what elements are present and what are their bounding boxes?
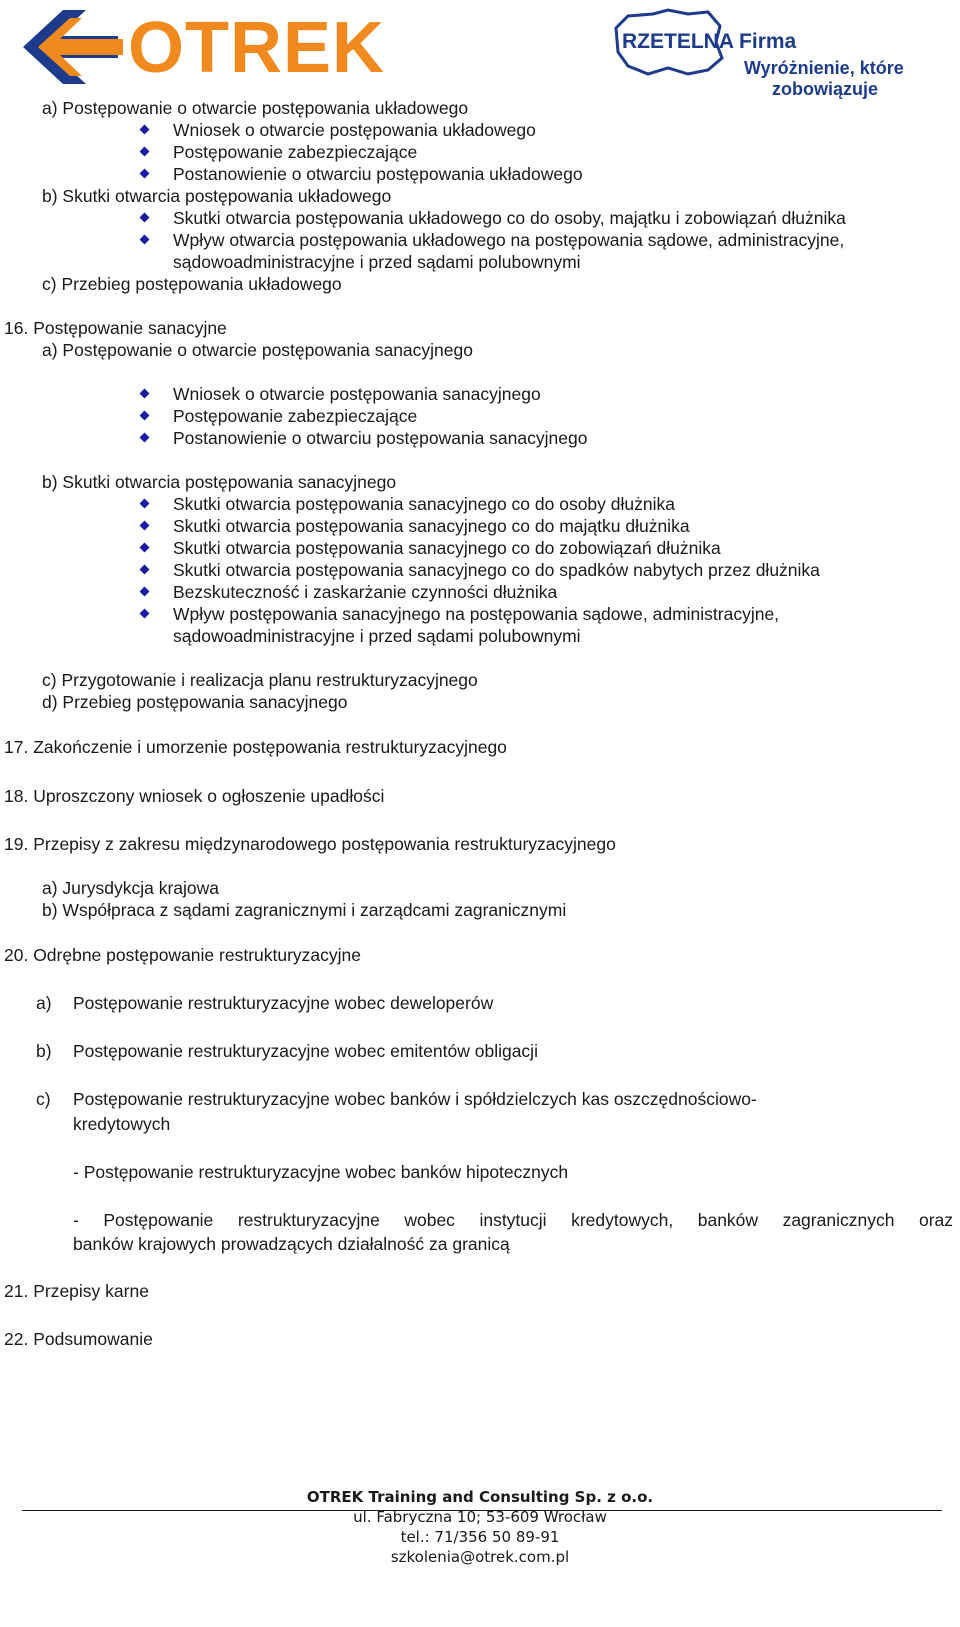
list-item: Wniosek o otwarcie postępowania układowego xyxy=(173,120,536,140)
section-16-heading: 16. Postępowanie sanacyjne xyxy=(4,318,227,338)
list-item-continuation: sądowoadministracyjne i przed sądami polubownymi xyxy=(173,252,581,272)
bullet-icon xyxy=(140,565,150,575)
section-20b-text: Postępowanie restrukturyzacyjne wobec emitentów obligacji xyxy=(73,1041,538,1061)
bullet-icon xyxy=(140,609,150,619)
otrek-arrow-icon xyxy=(18,6,128,88)
section-20c-text-line1: Postępowanie restrukturyzacyjne wobec banków i spółdzielczych kas oszczędnościowo- xyxy=(73,1089,757,1109)
section-20a-label: a) xyxy=(36,993,52,1013)
footer-company: OTREK Training and Consulting Sp. z o.o. xyxy=(306,1488,654,1506)
bullet-icon xyxy=(140,389,150,399)
footer-address: ul. Fabryczna 10; 53-609 Wrocław xyxy=(353,1508,607,1526)
list-item: Bezskuteczność i zaskarżanie czynności dłużnika xyxy=(173,582,558,602)
section-20c-dash-item-2-line2: banków krajowych prowadzących działalność za granicą xyxy=(73,1234,510,1254)
list-item: Wniosek o otwarcie postępowania sanacyjnego xyxy=(173,384,541,404)
bullet-icon xyxy=(140,169,150,179)
list-item: Postanowienie o otwarciu postępowania układowego xyxy=(173,164,583,184)
list-item: Skutki otwarcia postępowania sanacyjnego co do osoby dłużnika xyxy=(173,494,675,514)
rzetelna-subtitle-1: Wyróżnienie, które xyxy=(744,58,904,78)
section-20c-dash-item-1: - Postępowanie restrukturyzacyjne wobec banków hipotecznych xyxy=(73,1162,569,1182)
footer-phone: tel.: 71/356 50 89-91 xyxy=(400,1528,560,1546)
list-item: Wpływ postępowania sanacyjnego na postępowania sądowe, administracyjne, xyxy=(173,604,780,624)
section-17-heading: 17. Zakończenie i umorzenie postępowania restrukturyzacyjnego xyxy=(4,737,507,757)
rzetelna-subtitle-2: zobowiązuje xyxy=(772,79,879,99)
rzetelna-firma-logo xyxy=(608,8,953,103)
section-20-heading: 20. Odrębne postępowanie restrukturyzacyjne xyxy=(4,945,362,965)
list-item: Skutki otwarcia postępowania układowego co do osoby, majątku i zobowiązań dłużnika xyxy=(173,208,846,228)
bullet-icon xyxy=(140,147,150,157)
bullet-icon xyxy=(140,213,150,223)
section-16d-heading: d) Przebieg postępowania sanacyjnego xyxy=(42,692,348,712)
section-15b-heading: b) Skutki otwarcia postępowania układowego xyxy=(42,186,392,206)
list-item: Skutki otwarcia postępowania sanacyjnego co do majątku dłużnika xyxy=(173,516,690,536)
bullet-icon xyxy=(140,125,150,135)
section-16a-heading: a) Postępowanie o otwarcie postępowania sanacyjnego xyxy=(42,340,473,360)
list-item: Postępowanie zabezpieczające xyxy=(173,142,418,162)
bullet-icon xyxy=(140,235,150,245)
section-20c-dash-item-2-line1: - Postępowanie restrukturyzacyjne wobec instytucji kredytowych, banków zagranicznych oraz xyxy=(73,1210,953,1230)
list-item: Wpływ otwarcia postępowania układowego na postępowania sądowe, administracyjne, xyxy=(173,230,845,250)
list-item-continuation: sądowoadministracyjne i przed sądami polubownymi xyxy=(173,626,581,646)
bullet-icon xyxy=(140,587,150,597)
section-20b-label: b) xyxy=(36,1041,52,1061)
section-19b-heading: b) Współpraca z sądami zagranicznymi i zarządcami zagranicznymi xyxy=(42,900,567,920)
section-18-heading: 18. Uproszczony wniosek o ogłoszenie upadłości xyxy=(4,786,385,806)
section-19a-heading: a) Jurysdykcja krajowa xyxy=(42,878,219,898)
otrek-logo-text: OTREK xyxy=(128,8,385,88)
bullet-icon xyxy=(140,499,150,509)
bullet-icon xyxy=(140,543,150,553)
section-20c-label: c) xyxy=(36,1089,51,1109)
section-19-heading: 19. Przepisy z zakresu międzynarodowego postępowania restrukturyzacyjnego xyxy=(4,834,616,854)
bullet-icon xyxy=(140,411,150,421)
section-20a-text: Postępowanie restrukturyzacyjne wobec deweloperów xyxy=(73,993,494,1013)
list-item: Postanowienie o otwarciu postępowania sanacyjnego xyxy=(173,428,588,448)
bullet-icon xyxy=(140,433,150,443)
section-21-heading: 21. Przepisy karne xyxy=(4,1281,149,1301)
section-15c-heading: c) Przebieg postępowania układowego xyxy=(42,274,342,294)
rzetelna-title: RZETELNA Firma xyxy=(622,30,797,53)
section-22-heading: 22. Podsumowanie xyxy=(4,1329,153,1349)
bullet-icon xyxy=(140,521,150,531)
list-item: Skutki otwarcia postępowania sanacyjnego co do zobowiązań dłużnika xyxy=(173,538,721,558)
list-item: Skutki otwarcia postępowania sanacyjnego co do spadków nabytych przez dłużnika xyxy=(173,560,820,580)
section-20c-text-line2: kredytowych xyxy=(73,1114,171,1134)
footer-email: szkolenia@otrek.com.pl xyxy=(390,1548,570,1566)
section-16c-heading: c) Przygotowanie i realizacja planu restrukturyzacyjnego xyxy=(42,670,478,690)
section-16b-heading: b) Skutki otwarcia postępowania sanacyjnego xyxy=(42,472,397,492)
otrek-logo xyxy=(18,6,385,88)
section-15a-heading: a) Postępowanie o otwarcie postępowania układowego xyxy=(42,98,469,118)
list-item: Postępowanie zabezpieczające xyxy=(173,406,418,426)
